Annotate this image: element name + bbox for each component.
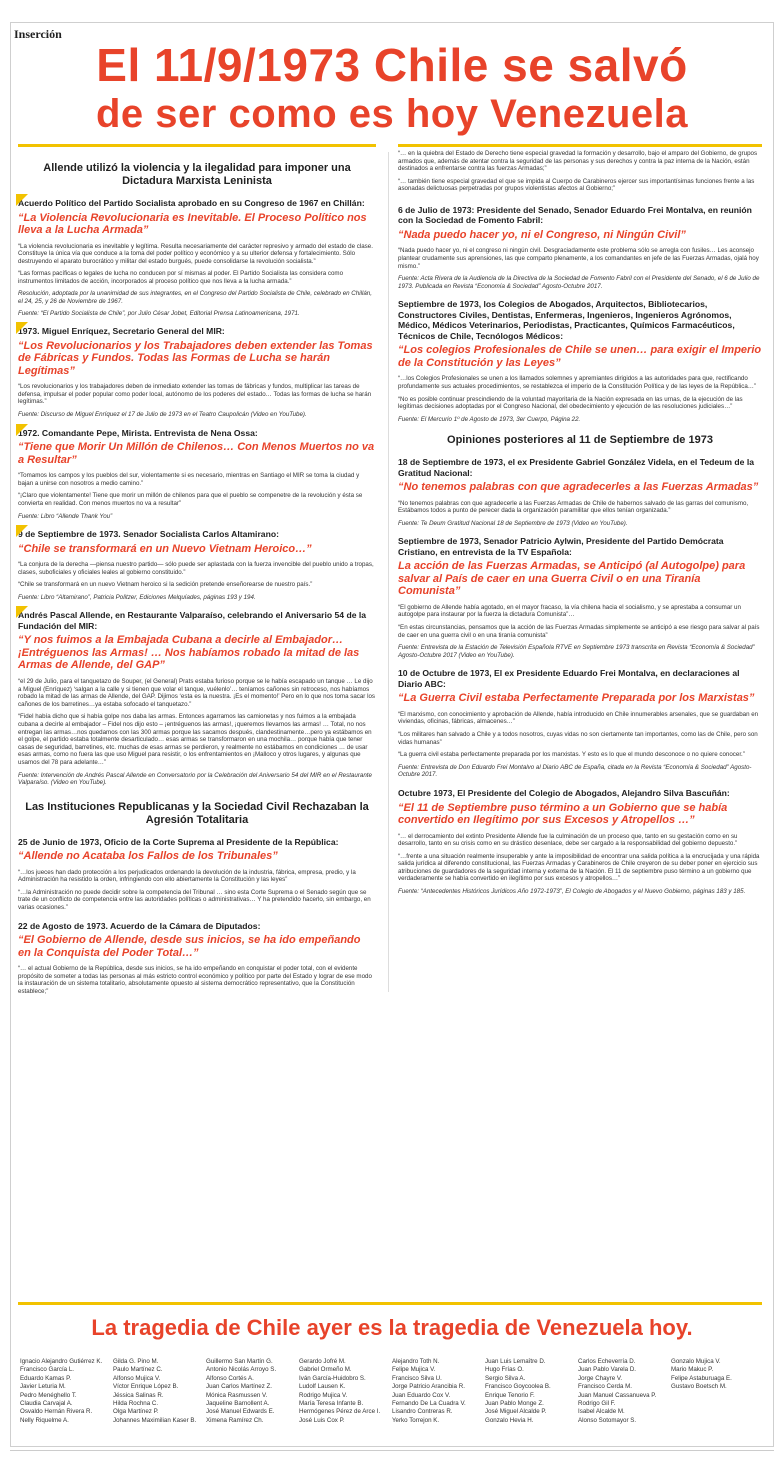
signatory-name: Francisco García L.: [20, 1366, 74, 1374]
headline-line-2: de ser como es hoy Venezuela: [95, 92, 689, 136]
signatory-name: Guillermo San Martín G.: [206, 1358, 273, 1365]
yellow-rule-left: [18, 144, 376, 147]
block-title: [18, 326, 376, 337]
signatory-name: Gerardo Jofré M.: [299, 1358, 346, 1365]
article-block: [398, 299, 762, 423]
signatory-name: Alfonso Mujica V.: [113, 1374, 161, 1382]
signatory-name: Gonzalo Hevia H.: [485, 1416, 534, 1424]
signatory-column: [113, 1358, 206, 1425]
quote-paragraph: “…los jueces han dado protección a los perjudicados ordenando la devolución de la industria, fábrica, empresa, predio, y la Administración ha resistido la orden, infringiendo con ello abiertamente la Constitución y las leyes”: [18, 868, 356, 884]
article-block: [18, 428, 376, 520]
signatory-name: Juan Pablo Varela D.: [578, 1366, 637, 1374]
signatory-name: Hilda Rochna C.: [113, 1400, 159, 1408]
signatory-name: Johannes Maximilian Kaser B.: [113, 1416, 197, 1424]
block-title: [398, 668, 762, 689]
signatory-name: Olga Martínez P.: [113, 1408, 159, 1416]
signatory-name: Ignacio Alejandro Gutiérrez K.: [20, 1358, 103, 1365]
highlight-quote: “Allende no Acataba los Fallos de los Tribunales”: [18, 850, 278, 863]
signatory-name: Mario Makuc P.: [671, 1366, 714, 1374]
signatory-column: [299, 1358, 392, 1425]
signatory-column: [20, 1358, 113, 1425]
signatory-name: Javier Leturia M.: [20, 1383, 66, 1391]
quote-paragraph: “…frente a una situación realmente insuperable y ante la imposibilidad de encontrar una salida política a la encrucijada y una rápida salida jurídica al diferendo constitucional, las Fuerzas Armadas y Carabineros de Chile creyeron de su deber poner en ejercicio sus atribuciones de guardadores de la seguridad interna y externa de la Nación. El 11 de septiembre puso término a un gobierno que verdaderamente se había convertido en ilegítimo por sus excesos y atropellos…”: [398, 852, 760, 883]
signatory-name: Alejandro Toth N.: [392, 1358, 440, 1365]
article-block: [18, 198, 376, 317]
block-title: [18, 610, 376, 631]
signatory-name: Alfonso Cortés A.: [206, 1374, 254, 1382]
signatory-name: María Teresa Infante B.: [299, 1400, 364, 1408]
signatory-name: Eduardo Kamas P.: [20, 1374, 72, 1382]
quote-paragraph: “el 29 de Julio, para el tanquetazo de Souper, (el General) Prats estaba furioso porque se le había escapado un tanque … Le dijo a Miguel (Enríquez) ‘salgan a la calle y si tienen que volar el tanque, vuélenlo’… teníamos cañones sin retroceso, nos habíamos robado la mitad de las armas de Allende, del GAP. Dijimos ‘esta es la nuestra. ¡Es el momento!’ Pero en lo que nos toma sacar los cañones de los barretines…ya estaba sofocado el tanquetazo.”: [18, 677, 375, 708]
signatory-name: Ximena Ramírez Ch.: [206, 1416, 264, 1424]
source-note: Fuente: Acta Rivera de la Audiencia de la Directiva de la Sociedad de Fomento Fabril con el Presidente del Senado, el 6 de Julio de 1973. Publicada en Revista “Economía & Sociedad” Agosto-Octubre 2017.: [398, 275, 760, 290]
block-title-text: Andrés Pascal Allende, en Restaurante Valparaíso, celebrando el Aniversario 54 de la Fundación del MIR:: [18, 610, 367, 631]
signatory-name: Hermógenes Pérez de Arce I.: [299, 1408, 381, 1416]
signatory-name: Gustavo Boetsch M.: [671, 1383, 727, 1391]
highlight-quote: “Los Revolucionarios y los Trabajadores deben extender las Tomas de Fábricas y Fundos. Todas las Formas de Lucha se harán Legítimas”: [18, 339, 373, 377]
signatory-name: Carlos Echeverría D.: [578, 1358, 636, 1365]
block-title-text: 10 de Octubre de 1973, El ex Presidente Eduardo Frei Montalva, en declaraciones al Diario ABC:: [398, 668, 740, 689]
signatory-name: Felipe Astaburuaga E.: [671, 1374, 732, 1382]
signatory-name: Jéssica Salinas R.: [113, 1391, 164, 1399]
block-title: [18, 837, 376, 848]
highlight-quote: “No tenemos palabras con que agradecerles a las Fuerzas Armadas”: [398, 481, 759, 493]
signatory-name: Enrique Tenorio F.: [485, 1391, 535, 1399]
column-divider: [388, 152, 389, 992]
section-title: Allende utilizó la violencia y la ilegalidad para imponer una Dictadura Marxista Leninista: [43, 162, 351, 187]
signatory-name: Gonzalo Mujica V.: [671, 1358, 721, 1365]
quote-paragraph: “La violencia revolucionaria es inevitable y legítima. Resulta necesariamente del carácter represivo y armado del estado de clase. Constituye la única vía que conduce a la toma del poder político y económico y a su ulterior defensa y fortalecimiento. Sólo destruyendo el aparato burocrático y militar del estado burgués, puede consolidarse la revolución socialista.”: [18, 242, 373, 265]
article-block: [18, 529, 376, 601]
block-title: [398, 205, 762, 226]
block-title-text: 22 de Agosto de 1973. Acuerdo de la Cámara de Diputados:: [18, 920, 261, 931]
block-title-text: Octubre 1973, El Presidente del Colegio de Abogados, Alejandro Silva Bascuñán:: [398, 788, 730, 798]
right-column: [398, 150, 762, 905]
yellow-triangle-marker: [16, 194, 28, 206]
highlight-quote: “El Gobierno de Allende, desde sus inicios, se ha ido empeñando en la Conquista del Poder Total…”: [18, 934, 361, 959]
signatory-name: Pedro Menéghello T.: [20, 1391, 77, 1399]
quote-paragraph: “Las formas pacíficas o legales de lucha no conducen por sí mismas al poder. El Partido Socialista las considera como instrumentos limitados de acción, incorporados al proceso político que nos lleva a la lucha armada.”: [18, 270, 344, 285]
highlight-quote: “Los colegios Profesionales de Chile se unen… para exigir el Imperio de la Constitución y las Leyes”: [398, 344, 762, 369]
highlight-quote: “Tiene que Morir Un Millón de Chilenos… Con Menos Muertos no va a Resultar”: [18, 441, 375, 466]
closing-headline: La tragedia de Chile ayer es la tragedia de Venezuela hoy.: [91, 1315, 693, 1340]
signatory-name: Iván García-Huidobro S.: [299, 1374, 366, 1382]
signatory-name: Juan Eduardo Cox V.: [392, 1391, 451, 1399]
highlight-quote: “Chile se transformará en un Nuevo Vietnam Heroico…”: [18, 542, 312, 555]
yellow-triangle-marker: [16, 424, 28, 436]
article-block: [398, 457, 762, 527]
signatory-column: [485, 1358, 578, 1425]
signatory-name: Jorge Patricio Arancibia R.: [392, 1383, 465, 1391]
quote-paragraph: “La conjura de la derecha —piensa nuestro partido— sólo puede ser aplastada con la fuerza invencible del pueblo unido a tropas, clases, suboficiales y oficiales leales al gobierno constituido.”: [18, 561, 374, 576]
signatory-name: Isabel Alcalde M.: [578, 1408, 625, 1416]
signatory-name: José Luis Cox P.: [299, 1416, 345, 1424]
signatory-name: Antonio Nicolás Arroyo S.: [206, 1366, 277, 1374]
quote-paragraph: “No es posible continuar prescindiendo de la voluntad mayoritaria de la Nación expresada en las urnas, de la ejecución de las legítimas decisiones adoptadas por el Congreso Nacional, del obedecimiento y ejecución de las resoluciones judiciales…”: [398, 395, 743, 411]
footer-rule: [10, 1450, 774, 1451]
yellow-triangle-marker: [16, 525, 28, 537]
highlight-quote: “El 11 de Septiembre puso término a un Gobierno que se había convertido en Ilegítimo por sus Excesos y Atropellos …”: [398, 801, 728, 826]
block-title-text: 9 de Septiembre de 1973. Senador Socialista Carlos Altamirano:: [18, 529, 279, 540]
signatory-name: Gabriel Ormeño M.: [299, 1366, 352, 1374]
block-title-text: Septiembre de 1973, los Colegios de Abogados, Arquitectos, Bibliotecarios, Constructores Civiles, Dentistas, Enfermeras, Ingenieros, Ingenieros Agrónomos, Médico, Médicos Veterinarios, Periodistas, Practicantes, Químicos Farmacéuticos, Técnicos de Chile, Tecnólogos Médicos:: [398, 299, 735, 341]
signatory-name: Víctor Enrique López B.: [113, 1383, 179, 1391]
signatory-name: Alonso Sotomayor S.: [578, 1416, 637, 1424]
signatory-name: José Manuel Edwards E.: [206, 1408, 275, 1416]
block-title-text: Acuerdo Político del Partido Socialista aprobado en su Congreso de 1967 en Chillán:: [18, 198, 365, 208]
signatory-name: Paulo Martínez C.: [113, 1366, 163, 1374]
quote-paragraph: “Tomamos los campos y los pueblos del sur, violentamente si es necesario, mientras en Santiago el MIR se toma la ciudad y bajan a unirse con nosotros a medio camino.”: [18, 472, 360, 487]
signatory-name: Juan Manuel Cassanueva P.: [578, 1391, 657, 1399]
signatory-name: Mónica Rasmussen V.: [206, 1391, 268, 1399]
quote-paragraph: “Chile se transformará en un nuevo Vietnam heroico si la sedición pretende enseñorearse de nuestro país.”: [18, 581, 313, 589]
left-column: [18, 150, 376, 1005]
article-block: [398, 536, 762, 659]
section-title: Opiniones posteriores al 11 de Septiembre de 1973: [447, 434, 713, 447]
highlight-quote: “Y nos fuimos a la Embajada Cubana a decirle al Embajador… ¡Entréguenos las Armas! … Nos habíamos robado la mitad de las Armas de Allende, del GAP”: [18, 634, 360, 672]
yellow-triangle-marker: [16, 606, 28, 618]
article-block: [18, 837, 376, 912]
signatory-name: Jorge Chayre V.: [578, 1374, 623, 1382]
highlight-quote: “La Violencia Revolucionaria es Inevitable. El Proceso Político nos lleva a la Lucha Armada”: [18, 211, 367, 236]
source-note: Fuente: “Antecedentes Históricos Jurídicos Año 1972-1973”, El Colegio de Abogados y el Nuevo Gobierno, páginas 183 y 185.: [398, 888, 746, 896]
quote-paragraph: “La guerra civil estaba perfectamente preparada por los marxistas. Y esto es lo que el mundo desconoce o no quiere conocer.”: [398, 751, 745, 759]
signatory-name: Juan Carlos Martínez Z.: [206, 1383, 273, 1391]
quote-paragraph: “… el actual Gobierno de la República, desde sus inicios, se ha ido empeñando en conquistar el poder total, con el evidente propósito de someter a todas las personas al más estricto control económico y político por parte del Estado y lograr de ese modo la instauración de un sistema totalitario, absolutamente opuesto al sistema democrático representativo, que la Constitución establece;”: [18, 965, 372, 995]
article-block: [398, 668, 762, 779]
block-title: [18, 921, 376, 932]
signatory-name: Francisco Goycoolea B.: [485, 1383, 551, 1391]
quote-paragraph: “Los revolucionarios y los trabajadores deben de inmediato extender las tomas de fábricas y fundos, multiplicar las tareas de defensa, impulsar el poder popular como poder local, autónomo de los poderes del estado… Todas las formas de lucha se harán legítimas.”: [18, 383, 372, 406]
quote-paragraph: “No tenemos palabras con que agradecerle a las Fuerzas Armadas de Chile de habernos salvado de las garras del comunismo, Estábamos todos a punto de perecer dada la organización paramilitar que ellos tenían organizada.”: [398, 499, 749, 515]
quote-paragraph: “… también tiene especial gravedad el que se impida al Cuerpo de Carabineros ejercer sus importantísimas funciones frente a las asonadas delictuosas perpetradas por grupos violentistas afectos al Gobierno;”: [398, 177, 755, 193]
highlight-quote: “Nada puedo hacer yo, ni el Congreso, ni Ningún Civil”: [398, 228, 686, 241]
signatory-name: Nelly Riquelme A.: [20, 1416, 69, 1424]
signatory-column: [578, 1358, 671, 1425]
block-title-text: 6 de Julio de 1973: Presidente del Senado, Senador Eduardo Frei Montalva, en reunión con la Sociedad de Fomento Fabril:: [398, 204, 752, 226]
quote-paragraph: “… el derrocamiento del extinto Presidente Allende fue la culminación de un proceso que, tanto en su gestación como en su desarrollo, tanto en su crisis como en su drástico desenlace, debe ser cargado a la responsabilidad del gobierno depuesto.”: [398, 832, 738, 848]
block-title: [398, 788, 762, 799]
yellow-rule-right: [398, 144, 762, 147]
signatory-name: Sergio Silva A.: [485, 1374, 526, 1382]
block-title: [18, 529, 376, 540]
signatory-name: Rodrigo Mujica V.: [299, 1391, 348, 1399]
block-title-text: 1972. Comandante Pepe, Mirista. Entrevista de Nena Ossa:: [18, 427, 258, 438]
signatory-name: Claudia Carvajal A.: [20, 1400, 73, 1408]
source-note: Fuente: El Mercurio 1º de Agosto de 1973, 3er Cuerpo, Página 22.: [398, 415, 581, 423]
source-note: Fuente: Entrevista de la Estación de Televisión Española RTVE en Septiembre 1973 transcrita en Revista “Economía & Sociedad” Agosto-Octubre 2017 (Video en YouTube).: [398, 644, 755, 659]
signatory-name: Rodrigo Gil F.: [578, 1400, 616, 1408]
signatory-name: Yerko Torrejon K.: [392, 1416, 440, 1424]
source-note: Fuente: “El Partido Socialista de Chile”, por Julio César Jobet, Editorial Prensa Latinoamericana, 1971.: [18, 309, 300, 317]
source-note: Fuente: Libro “Altamirano”, Patricia Politzer, Ediciones Melquíades, páginas 193 y 194.: [18, 593, 256, 601]
signatory-column: [206, 1358, 299, 1425]
quote-paragraph: “Fidel había dicho que si había golpe nos daba las armas. Entonces agarramos las camionetas y nos fuimos a la embajada cubana a decirle al embajador – Fidel nos dijo esto – ¡entréguenos las armas!, ¡queremos llevarnos las armas! … Total, no nos entregan las armas…nos quedamos con las 300 armas porque las sacamos después, clandestinamente…pero ya estábamos en el golpe, el partido estaba totalmente desarticulado… esas armas se transformaron en una mochila… porque había que tener casas de seguridad, barretines, etc. muchas de esas armas se perdieron, y realmente no estábamos en condiciones … de usar esas armas, como no fuera las que uso Miguel para resistir, o los enfrentamientos en ¡Malloco y otros lugares, y algunas que usamos del 78 para adelante…”: [18, 713, 372, 766]
yellow-rule-bottom: [18, 1302, 762, 1305]
article-block: [18, 610, 376, 786]
signatory-name: Juan Pablo Monge Z.: [485, 1400, 544, 1408]
block-title: [398, 457, 762, 478]
block-title-text: 18 de Septiembre de 1973, el ex Presidente Gabriel González Videla, en el Tedeum de la Gratitud Nacional:: [398, 457, 754, 478]
signatory-name: Jaqueline Barnollent A.: [206, 1400, 270, 1408]
source-note: Fuente: Discurso de Miguel Enríquez el 17 de Julio de 1973 en el Teatro Caupolicán (Video en YouTube).: [18, 411, 307, 419]
signatory-name: Francisco Cerda M.: [578, 1383, 632, 1391]
block-title: [18, 198, 376, 209]
signatory-column: [392, 1358, 485, 1425]
source-note: Fuente: Libro “Allende Thank You”: [18, 512, 113, 520]
article-block: [18, 921, 376, 996]
insercion-label: Inserción: [14, 27, 62, 41]
signatory-name: Lisandro Contreras R.: [392, 1408, 453, 1416]
highlight-quote: “La Guerra Civil estaba Perfectamente Preparada por los Marxistas”: [398, 692, 755, 705]
signatory-name: José Miguel Alcalde P.: [485, 1408, 547, 1416]
signatory-name: Juan Luis Lemaître D.: [485, 1358, 546, 1365]
quote-paragraph: “En estas circunstancias, pensamos que la acción de las Fuerzas Armadas simplemente se anticipó a ese riesgo para salvar al país de caer en una guerra civil o en una tiranía comunista”: [398, 623, 760, 639]
block-title-text: 1973. Miguel Enríquez, Secretario General del MIR:: [18, 326, 225, 337]
block-title: [18, 428, 376, 439]
signatory-name: Francisco Silva U.: [392, 1374, 442, 1382]
article-block: [398, 788, 762, 896]
headline-line-1: El 11/9/1973 Chile se salvó: [96, 39, 688, 91]
quote-paragraph: “El gobierno de Allende había agotado, en el mayor fracaso, la vía chilena hacia el socialismo, y se aprestaba a consumar un autogolpe para instaurar por la fuerza la dictadura Comunista”…: [398, 603, 741, 619]
signatory-name: Fernando De La Cuadra V.: [392, 1400, 466, 1408]
quote-paragraph: “Los militares han salvado a Chile y a todos nosotros, cuyas vidas no son ciertamente tan importantes, como las de Chile, pero son vidas humanas”: [398, 731, 758, 746]
signatory-name: Felipe Mujica V.: [392, 1366, 436, 1374]
source-note: Fuente: Intervención de Andrés Pascal Allende en Conversatorio por la Celebración del Aniversario 54 del MIR en el Restaurante Valparaíso. (Video en YouTube).: [18, 771, 372, 787]
signatory-name: Ludolf Lausen K.: [299, 1383, 346, 1391]
signatories-list: [20, 1358, 764, 1425]
section-title: Las Instituciones Republicanas y la Sociedad Civil Rechazaban la Agresión Totalitaria: [25, 800, 369, 826]
quote-paragraph: “El marxismo, con conocimiento y aprobación de Allende, había introducido en Chile innumerables arsenales, que se guardaban en viviendas, oficinas, fábricas, almacenes…”: [398, 710, 759, 726]
highlight-quote: La acción de las Fuerzas Armadas, se Anticipó (al Autogolpe) para salvar al País de caer en una Guerra Civil o en una Tiranía Comunista”: [398, 560, 746, 598]
yellow-triangle-marker: [16, 322, 28, 334]
source-note: Fuente: Entrevista de Don Eduardo Frei Montalvo al Diario ABC de España, citada en la Revista “Economía & Sociedad” Agosto-Octubre 2017.: [398, 763, 752, 779]
signatory-name: Hugo Frías O.: [485, 1366, 524, 1374]
block-title: [398, 299, 762, 341]
quote-paragraph: “…los Colegios Profesionales se unen a los llamados solemnes y apremiantes dirigidos a las autoridades para que, rectificando profundamente sus actuales procedimientos, se restablezca el imperio de la Constitución Política y de las leyes de la República…”: [398, 375, 757, 391]
article-block: [18, 326, 376, 418]
quote-paragraph: “Nada puedo hacer yo, ni el congreso ni ningún civil. Desgraciadamente este problema sólo se arregla con fusiles… Les aconsejo plantear crudamente sus aprensiones, las que comparto plenamente, a los comandantes en jefe de las Fuerzas Armadas, ojalá hoy mismo.”: [398, 247, 759, 270]
quote-paragraph: “…la Administración no puede decidir sobre la competencia del Tribunal … sino esta Corte Suprema o el Senado según que se trate de un conflicto de competencia entre las autoridades políticas o administrativas… Y ha pretendido hacerlo, sin embargo, en varias ocasiones.”: [18, 888, 371, 912]
source-note: Resolución, adoptada por la unanimidad de sus integrantes, en el Congreso del Partido Socialista de Chile, celebrado en Chillán, el 24, 25, y 26 de Noviembre de 1967.: [18, 290, 372, 306]
signatory-name: Gilda G. Pino M.: [113, 1358, 159, 1365]
block-title-text: Septiembre de 1973, Senador Patricio Aylwin, Presidente del Partido Demócrata Cristiano, en entrevista de la TV Española:: [398, 536, 724, 557]
signatory-column: [671, 1358, 764, 1425]
source-note: Fuente: Te Deum Gratitud Nacional 18 de Septiembre de 1973 (Video en YouTube).: [398, 519, 628, 527]
article-block: [398, 205, 762, 290]
quote-paragraph: “¡Claro que violentamente! Tiene que morir un millón de chilenos para que el pueblo se compenetre de la revolución y ésta se convierta en realidad. Con menos muertos no va a resultar”: [18, 492, 363, 507]
block-title-text: 25 de Junio de 1973, Oficio de la Corte Suprema al Presidente de la República:: [18, 836, 339, 847]
signatory-name: Osvaldo Hernán Rivera R.: [20, 1408, 93, 1416]
quote-paragraph: “… en la quiebra del Estado de Derecho tiene especial gravedad la formación y desarrollo, bajo el amparo del Gobierno, de grupos armados que, además de atentar contra la seguridad de las personas y sus derechos y contra la paz interna de la Nación, están destinados a enfrentarse contra las fuerzas Armadas;”: [398, 150, 758, 173]
block-title: [398, 536, 762, 557]
